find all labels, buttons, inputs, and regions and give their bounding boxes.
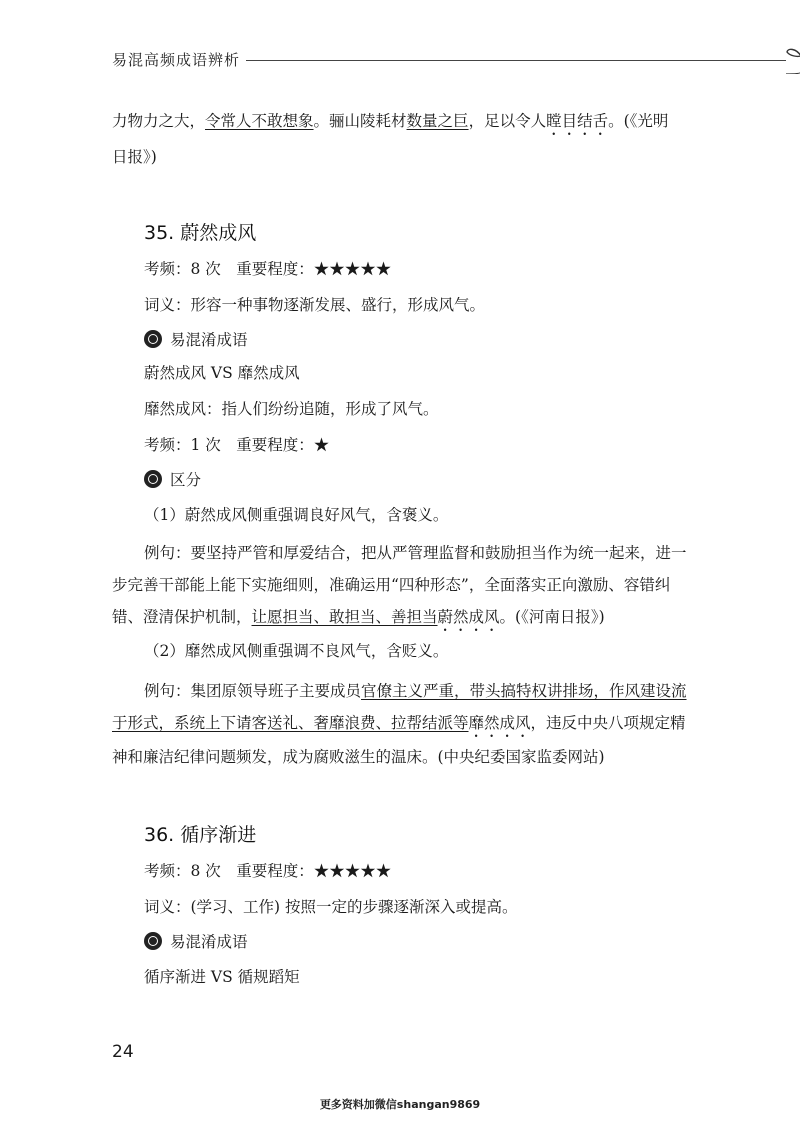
example-text: ，违反中央八项规定精 xyxy=(530,714,686,732)
entry-35-compare: 蔚然成风 VS 靡然成风 xyxy=(144,364,300,382)
entry-36-confusable-heading xyxy=(144,930,248,952)
entry-35-other-freq: 考频：1 次 重要程度：★ xyxy=(144,436,330,454)
example-underlined: 官僚主义严重，带头搞特权讲排场，作风建设流 xyxy=(361,682,687,700)
entry-36-freq: 考频：8 次 重要程度：★★★★★ xyxy=(144,862,392,880)
entry-35-diff-heading xyxy=(144,468,201,490)
entry-35-freq: 考频：8 次 重要程度：★★★★★ xyxy=(144,260,392,278)
intro-text: 力物力之大， xyxy=(112,112,206,130)
entry-36-compare: 循序渐进 VS 循规蹈矩 xyxy=(144,968,300,986)
example-emphasis: 蔚然成风 xyxy=(437,608,500,626)
confusable-heading-text: 易混淆成语 xyxy=(170,933,248,951)
confusable-icon xyxy=(144,932,162,950)
entry-35-example-1-line-3 xyxy=(112,606,605,635)
footer-note: 更多资料加微信shangan9869 xyxy=(319,1098,481,1111)
diff-heading-text: 区分 xyxy=(170,471,202,489)
entry-35-title: 35. 蔚然成风 xyxy=(144,222,257,244)
entry-36-title: 36. 循序渐进 xyxy=(144,824,257,846)
sprout-icon xyxy=(784,44,800,74)
entry-35-diff-1: （1）蔚然成风侧重强调良好风气，含褒义。 xyxy=(144,506,449,524)
entry-36-meaning: 词义：(学习、工作) 按照一定的步骤逐渐深入或提高。 xyxy=(144,898,518,916)
intro-underlined: 数量之巨 xyxy=(406,112,469,130)
intro-line-1 xyxy=(112,110,668,139)
intro-emphasis: 瞠目结舌 xyxy=(546,112,609,130)
entry-35-confusable-heading xyxy=(144,328,248,350)
header-rule xyxy=(246,60,786,61)
header-title: 易混高频成语辨析 xyxy=(112,51,241,69)
example-underlined: 让愿担当、敢担当、善担当 xyxy=(251,608,438,626)
entry-35-diff-2: （2）靡然成风侧重强调不良风气，含贬义。 xyxy=(144,642,449,660)
intro-text: 。(《光明 xyxy=(608,112,669,130)
entry-35-example-1-line-2: 步完善干部能上能下实施细则，准确运用“四种形态”，全面落实正向激励、容错纠 xyxy=(112,576,671,594)
diff-icon xyxy=(144,470,162,488)
example-text: 。(《河南日报》) xyxy=(499,608,605,626)
example-text: 错、澄清保护机制， xyxy=(112,608,252,626)
example-emphasis: 靡然成风 xyxy=(468,714,531,732)
page-number: 24 xyxy=(112,1042,134,1062)
running-header xyxy=(112,44,712,74)
entry-35-meaning: 词义：形容一种事物逐渐发展、盛行，形成风气。 xyxy=(144,296,486,314)
entry-35-example-2-line-3: 神和廉洁纪律问题频发，成为腐败滋生的温床。(中央纪委国家监委网站) xyxy=(112,748,605,766)
intro-line-2: 日报》) xyxy=(112,148,157,166)
confusable-icon xyxy=(144,330,162,348)
intro-text: 。骊山陵耗材 xyxy=(313,112,407,130)
entry-35-example-2-line-1 xyxy=(144,680,687,702)
entry-35-other-meaning: 靡然成风：指人们纷纷追随，形成了风气。 xyxy=(144,400,439,418)
intro-text: ，足以令人 xyxy=(468,112,547,130)
example-underlined: 于形式，系统上下请客送礼、奢靡浪费、拉帮结派等 xyxy=(112,714,469,732)
entry-35-example-1-line-1: 例句：要坚持严管和厚爱结合，把从严管理监督和鼓励担当作为统一起来，进一 xyxy=(144,544,687,562)
intro-underlined: 令常人不敢想象 xyxy=(205,112,314,130)
confusable-heading-text: 易混淆成语 xyxy=(170,331,248,349)
entry-35-example-2-line-2 xyxy=(112,712,686,741)
example-text: 例句：集团原领导班子主要成员 xyxy=(144,682,362,700)
